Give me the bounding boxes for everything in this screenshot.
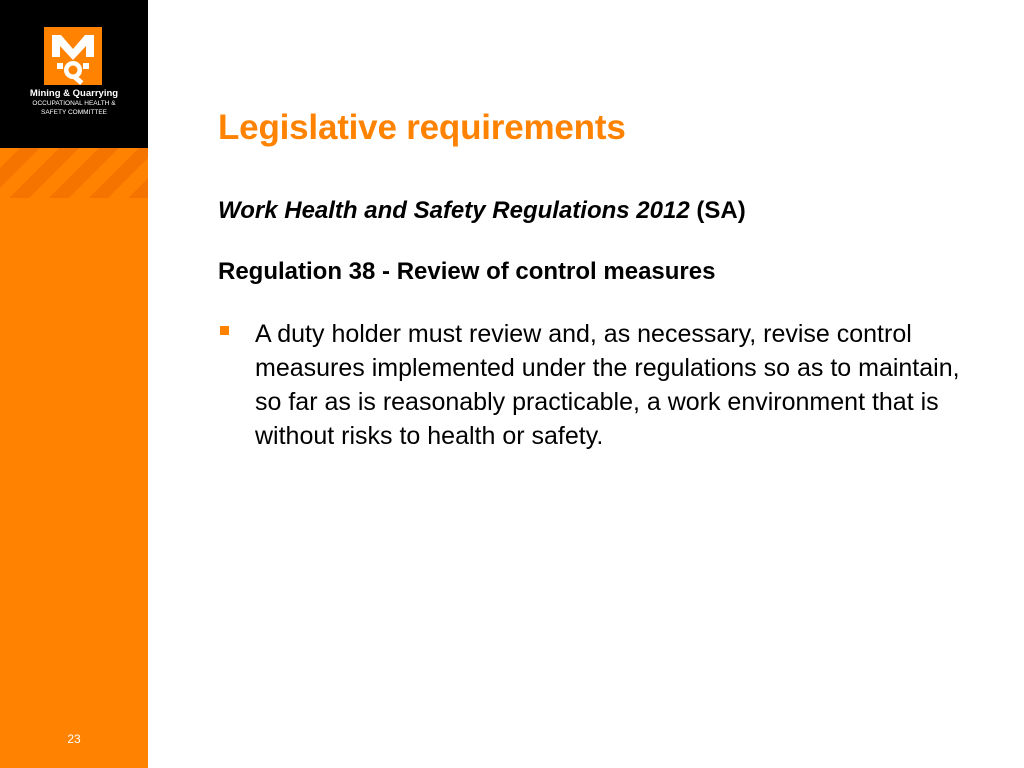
logo-block — [0, 0, 148, 148]
decorative-stripes — [0, 148, 148, 198]
logo-subtitle-line1: OCCUPATIONAL HEALTH & — [32, 100, 116, 107]
act-reference — [218, 197, 746, 225]
logo-name: Mining & Quarrying — [29, 88, 119, 99]
logo-subtitle-line2: SAFETY COMMITTEE — [41, 109, 107, 116]
bullet-item — [218, 317, 978, 453]
bullet-text: A duty holder must review and, as necessary, revise control measures implemented under the regulations so as to maintain, so far as is reasonably practicable, a work environment that is without risks to health or safety. — [255, 320, 960, 450]
logo-text — [0, 89, 148, 117]
act-name: Work Health and Safety Regulations 2012 — [218, 197, 690, 224]
bullet-list — [218, 317, 978, 453]
sidebar — [0, 0, 148, 768]
mq-logo-icon — [44, 27, 102, 85]
slide-number: 23 — [67, 732, 81, 746]
slide-title: Legislative requirements — [218, 108, 626, 147]
regulation-heading: Regulation 38 - Review of control measures — [218, 258, 716, 285]
act-jurisdiction: (SA) — [689, 197, 746, 224]
square-bullet-icon — [220, 326, 229, 335]
